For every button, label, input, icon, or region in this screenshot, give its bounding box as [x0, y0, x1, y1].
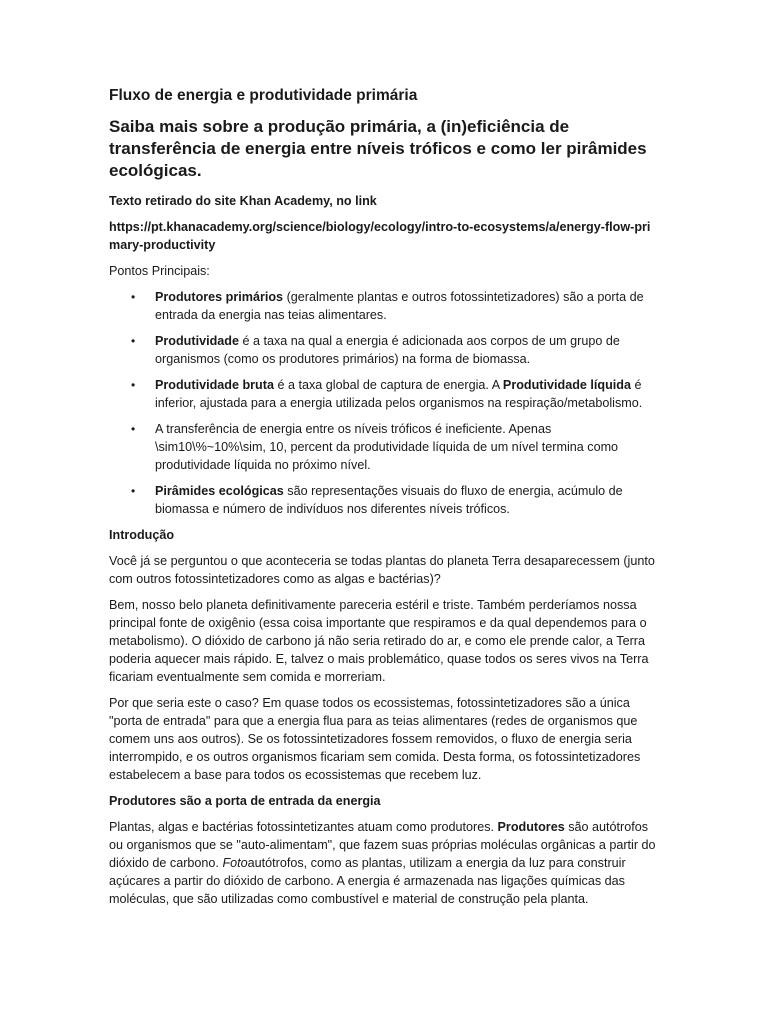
list-item — [109, 332, 657, 368]
bullet-text: são representações visuais do fluxo de energia, acúmulo de biomassa e número de indivíduos nos diferentes níveis tróficos. — [155, 484, 623, 516]
producers-heading: Produtores são a porta de entrada da energia — [109, 794, 381, 808]
key-points-list — [109, 288, 657, 518]
producers-paragraph — [109, 818, 657, 908]
source-link[interactable]: https://pt.khanacademy.org/science/biology/ecology/intro-to-ecosystems/a/energy-flow-primary-productivity — [109, 220, 651, 252]
bullet-icon: • — [131, 334, 136, 348]
bullet-bold: Produtividade bruta — [155, 378, 274, 392]
bullet-icon: • — [131, 484, 136, 498]
intro-paragraph-2: Bem, nosso belo planeta definitivamente pareceria estéril e triste. Também perderíamos nossa principal fonte de oxigênio (essa coisa importante que respiramos e da qual dependemos para o metabolismo). O dióxido de carbono já não seria retirado do ar, e como ele prende calor, a Terra poderia aquecer mais rápido. E, talvez o mais problemático, quase todos os seres vivos na Terra ficariam eventualmente sem comida e morreriam. — [109, 598, 649, 684]
producers-bold: Produtores — [497, 820, 565, 834]
document-body — [109, 86, 657, 916]
list-item — [109, 376, 657, 412]
bullet-bold: Produtores primários — [155, 290, 284, 304]
list-item — [109, 288, 657, 324]
bullet-icon: • — [131, 290, 136, 304]
producers-text-3: autótrofos, como as plantas, utilizam a energia da luz para construir açúcares a partir do dióxido de carbono. A energia é armazenada nas ligações químicas das moléculas, que são utilizadas como combustível e material de construção pela planta. — [109, 856, 626, 906]
bullet-bold: Pirâmides ecológicas — [155, 484, 284, 498]
bullet-bold-2: Produtividade líquida — [502, 378, 631, 392]
bullet-icon: • — [131, 422, 136, 436]
page-subtitle: Saiba mais sobre a produção primária, a (in)eficiência de transferência de energia entre níveis tróficos e como ler pirâmides ecológicas. — [109, 117, 647, 180]
bullet-text: é a taxa global de captura de energia. A — [273, 378, 503, 392]
intro-paragraph-1: Você já se perguntou o que aconteceria se todas plantas do planeta Terra desaparecessem (junto com outros fotossintetizadores como as algas e bactérias)? — [109, 554, 655, 586]
key-points-heading: Pontos Principais: — [109, 264, 210, 278]
intro-heading: Introdução — [109, 528, 175, 542]
intro-paragraph-3: Por que seria este o caso? Em quase todos os ecossistemas, fotossintetizadores são a única "porta de entrada" para que a energia flua para as teias alimentares (redes de organismos que comem uns aos outros). Se os fotossintetizadores fossem removidos, o fluxo de energia seria interrompido, e os outros organismos ficariam sem comida. Desta forma, os fotossintetizadores estabelecem a base para todos os ecossistemas que recebem luz. — [109, 696, 641, 782]
producers-text-2: são autótrofos ou organismos que se "auto-alimentam", que fazem suas próprias moléculas orgânicas a partir do dióxido de carbono. — [109, 820, 656, 870]
bullet-bold: Produtividade — [155, 334, 239, 348]
bullet-icon: • — [131, 378, 136, 392]
bullet-text: (geralmente plantas e outros fotossintetizadores) são a porta de entrada da energia nas teias alimentares. — [155, 290, 644, 322]
source-note: Texto retirado do site Khan Academy, no link — [109, 194, 377, 208]
page-title: Fluxo de energia e produtividade primária — [109, 87, 418, 104]
producers-italic: Foto — [222, 856, 248, 870]
producers-text-1: Plantas, algas e bactérias fotossintetizantes atuam como produtores. — [109, 820, 498, 834]
bullet-text: é a taxa na qual a energia é adicionada aos corpos de um grupo de organismos (como os produtores primários) na forma de biomassa. — [155, 334, 620, 366]
list-item — [109, 420, 657, 474]
list-item — [109, 482, 657, 518]
bullet-text: A transferência de energia entre os níveis tróficos é ineficiente. Apenas \sim10\%~10%\sim, 10, percent da produtividade líquida de um nível termina como produtividade líquida no próximo nível. — [155, 422, 619, 472]
bullet-text-2: é inferior, ajustada para a energia utilizada pelos organismos na respiração/metabolismo. — [155, 378, 643, 410]
